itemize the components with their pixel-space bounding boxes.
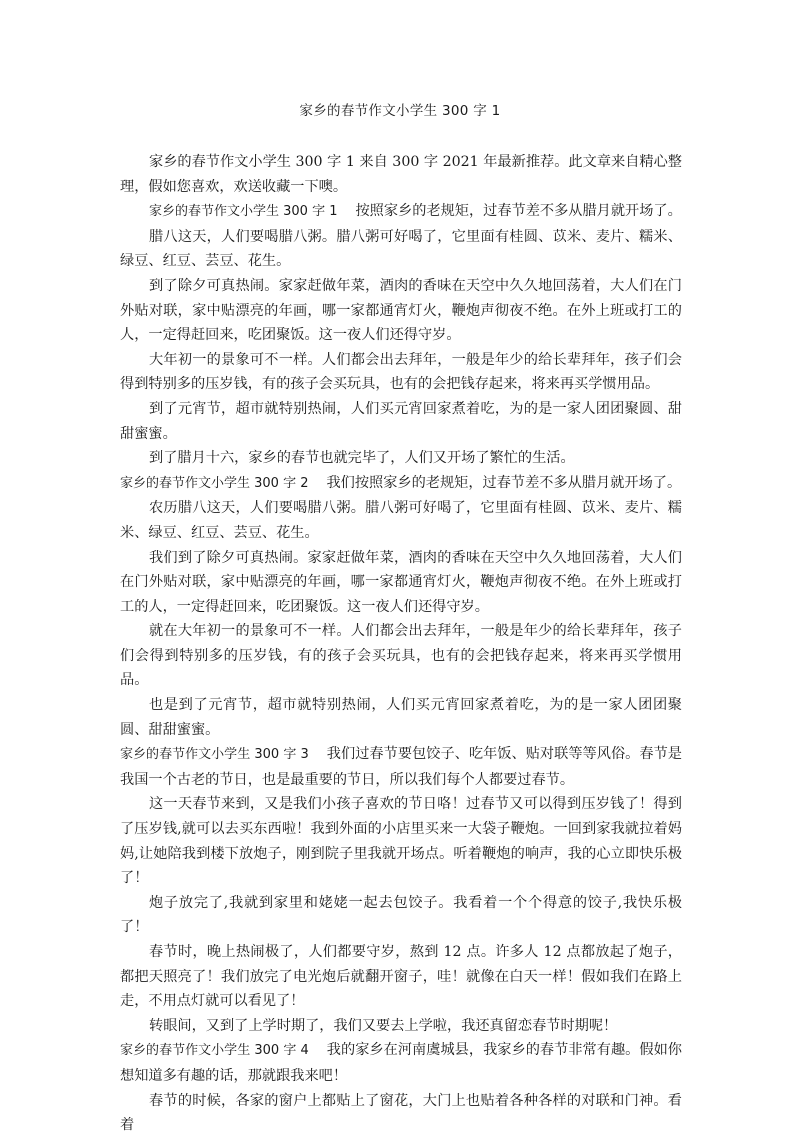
paragraph: 春节时，晚上热闹极了，人们都要守岁，熬到 12 点。许多人 12 点都放起了炮子，都把天照亮了！我们放完了电光炮后就翻开窗子，哇！就像在白天一样！假如我们在路上走，不用点灯就可以看见了！ [120, 944, 682, 1010]
paragraph: 这一天春节来到，又是我们小孩子喜欢的节日咯！过春节又可以得到压岁钱了！得到了压岁钱,就可以去买东西啦！我到外面的小店里买来一大袋子鞭炮。一回到家我就拉着妈妈,让她陪我到楼下放炮子，刚到院子里我就开场点。听着鞭炮的响声，我的心立即快乐极了！ [120, 796, 682, 887]
section-lead: 我们过春节要包饺子、吃年饭、贴对联等等风俗。春节是我国一个古老的节日，也是最重要的节日，所以我们每个人都要过春节。 [120, 746, 682, 788]
paragraph: 农历腊八这天，人们要喝腊八粥。腊八粥可好喝了，它里面有桂圆、苡米、麦片、糯米、绿豆、红豆、芸豆、花生。 [120, 500, 682, 541]
document-body [120, 150, 682, 1138]
paragraph: 我们到了除夕可真热闹。家家赶做年菜，酒肉的香味在天空中久久地回荡着，大人们在门外贴对联，家中贴漂亮的年画，哪一家都通宵灯火，鞭炮声彻夜不绝。在外上班或打工的人，一定得赶回来，吃团聚饭。这一夜人们还得守岁。 [120, 549, 682, 615]
paragraph: 到了腊月十六，家乡的春节也就完毕了，人们又开场了繁忙的生活。 [149, 450, 575, 467]
section-lead: 按照家乡的老规矩，过春节差不多从腊月就开场了。 [355, 203, 682, 220]
paragraph: 大年初一的景象可不一样。人们都会出去拜年，一般是年少的给长辈拜年，孩子们会得到特别多的压岁钱，有的孩子会买玩具，也有的会把钱存起来，将来再买学惯用品。 [120, 351, 682, 393]
paragraph: 腊八这天，人们要喝腊八粥。腊八粥可好喝了，它里面有桂圆、苡米、麦片、糯米、绿豆、红豆、芸豆、花生。 [120, 228, 682, 270]
intro-paragraph: 家乡的春节作文小学生 300 字 1 来自 300 字 2021 年最新推荐。此文章来自精心整理，假如您喜欢，欢送收藏一下噢。 [120, 154, 682, 195]
document-title: 家乡的春节作文小学生 300 字 1 [299, 103, 501, 119]
section-heading-row [120, 742, 682, 792]
section-heading-row [120, 1038, 682, 1088]
paragraph: 到了除夕可真热闹。家家赶做年菜，酒肉的香味在天空中久久地回荡着，大人们在门外贴对联，家中贴漂亮的年画，哪一家都通宵灯火，鞭炮声彻夜不绝。在外上班或打工的人，一定得赶回来，吃团聚饭。这一夜人们还得守岁。 [120, 277, 682, 344]
section-lead: 我们按照家乡的老规矩，过春节差不多从腊月就开场了。 [326, 474, 682, 491]
paragraph: 炮子放完了,我就到家里和姥姥一起去包饺子。我看着一个个得意的饺子,我快乐极了！ [120, 894, 682, 936]
paragraph: 春节的时候，各家的窗户上都贴上了窗花，大门上也贴着各种各样的对联和门神。看着 [120, 1092, 682, 1134]
section-lead: 我的家乡在河南虞城县，我家乡的春节非常有趣。假如你想知道多有趣的话，那就跟我来吧！ [120, 1042, 682, 1084]
section-heading-row [120, 199, 682, 225]
section-heading: 家乡的春节作文小学生 300 字 4 [120, 1043, 309, 1059]
section-heading: 家乡的春节作文小学生 300 字 2 [120, 475, 309, 491]
paragraph: 转眼间，又到了上学时期了，我们又要去上学啦，我还真留恋春节时期呢！ [149, 1017, 618, 1034]
paragraph: 到了元宵节，超市就特别热闹，人们买元宵回家煮着吃，为的是一家人团团聚圆、甜甜蜜蜜。 [120, 400, 682, 442]
section-heading: 家乡的春节作文小学生 300 字 3 [120, 747, 309, 763]
paragraph: 就在大年初一的景象可不一样。人们都会出去拜年，一般是年少的给长辈拜年，孩子们会得到特别多的压岁钱，有的孩子会买玩具，也有的会把钱存起来，将来再买学惯用品。 [120, 623, 682, 689]
section-heading-row [120, 471, 682, 497]
paragraph: 也是到了元宵节，超市就特别热闹，人们买元宵回家煮着吃，为的是一家人团团聚圆、甜甜蜜蜜。 [120, 697, 682, 738]
section-heading: 家乡的春节作文小学生 300 字 1 [149, 204, 338, 220]
